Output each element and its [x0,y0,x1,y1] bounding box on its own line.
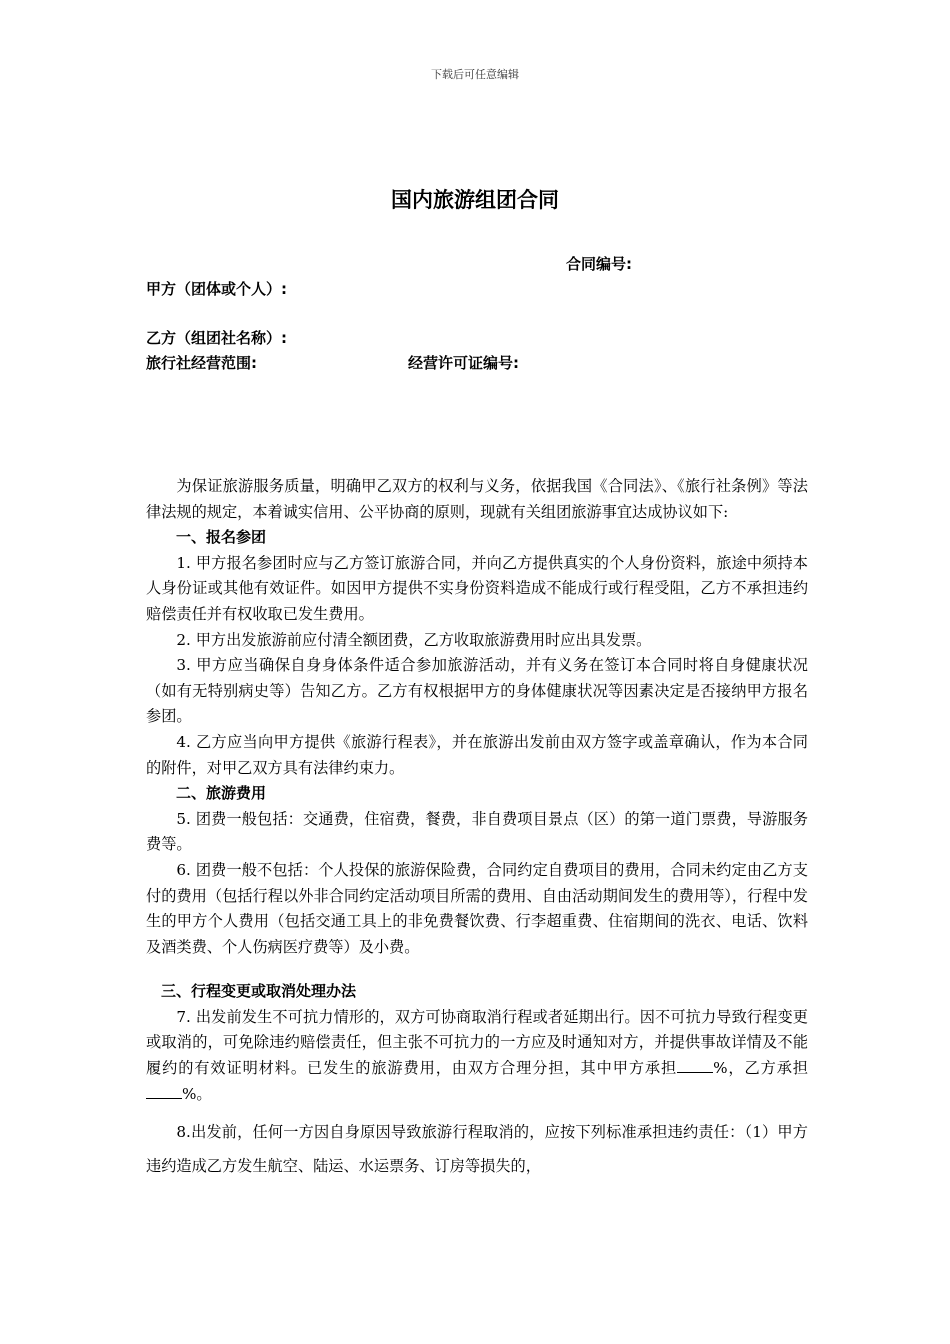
clause-7 [146,1005,808,1107]
header-note: 下载后可任意编辑 [431,68,519,81]
clause-5: 5. 团费一般包括：交通费，住宿费，餐费，非自费项目景点（区）的第一道门票费，导游服务费等。 [146,809,808,854]
clause-8: 8.出发前，任何一方因自身原因导致旅游行程取消的，应按下列标准承担违约责任：（1）甲方违约造成乙方发生航空、陆运、水运票务、订房等损失的， [146,1123,808,1176]
clause-2: 2. 甲方出发旅游前应付清全额团费，乙方收取旅游费用时应出具发票。 [176,630,652,649]
clause-7-text: 7. 出发前发生不可抗力情形的，双方可协商取消行程或者延期出行。因不可抗力导致行程变更或取消的，可免除违约赔偿责任，但主张不可抗力的一方应及时通知对方，并提供事故详情及不能履约的有效证明材料。已发生的旅游费用，由双方合理分担，其中甲方承担 [146,1007,808,1078]
spacer [146,960,808,979]
clause-4: 4. 乙方应当向甲方提供《旅游行程表》，并在旅游出发前由双方签字或盖章确认，作为本合同的附件，对甲乙双方具有法律约束力。 [146,732,808,777]
contract-body [146,474,808,1183]
party-b-share-blank [146,1084,182,1099]
clause-7-end: %。 [182,1084,212,1103]
section-heading-2: 二、旅游费用 [176,784,267,803]
contract-number-label: 合同编号: [566,255,632,273]
party-b-label: 乙方（组团社名称）: [146,329,287,347]
business-scope-label: 旅行社经营范围: [146,354,257,372]
section-heading-3: 三、行程变更或取消处理办法 [161,982,357,1001]
clause-7-mid: %，乙方承担 [713,1059,808,1078]
clause-6: 6. 团费一般不包括：个人投保的旅游保险费，合同约定自费项目的费用，合同未约定由乙方支付的费用（包括行程以外非合同约定活动项目所需的费用、自由活动期间发生的费用等），行程中发生的甲方个人费用（包括交通工具上的非免费餐饮费、行李超重费、住宿期间的洗衣、电话、饮料及酒类费、个人伤病医疗费等）及小费。 [146,860,808,956]
section-heading-1: 一、报名参团 [176,528,267,547]
clause-3: 3. 甲方应当确保自身身体条件适合参加旅游活动，并有义务在签订本合同时将自身健康状况（如有无特别病史等）告知乙方。乙方有权根据甲方的身体健康状况等因素决定是否接纳甲方报名参团。 [146,656,808,726]
party-a-share-blank [677,1058,713,1073]
intro-paragraph: 为保证旅游服务质量，明确甲乙双方的权利与义务，依据我国《合同法》、《旅行社条例》等法律法规的规定，本着诚实信用、公平协商的原则，现就有关组团旅游事宜达成协议如下: [146,477,808,521]
clause-1: 1. 甲方报名参团时应与乙方签订旅游合同，并向乙方提供真实的个人身份资料，旅途中须持本人身份证或其他有效证件。如因甲方提供不实身份资料造成不能成行或行程受阻，乙方不承担违约赔偿责任并有权收取已发生费用。 [146,553,808,623]
license-number-label: 经营许可证编号: [408,354,519,372]
document-title: 国内旅游组团合同 [391,188,559,212]
party-a-label: 甲方（团体或个人）: [146,280,287,298]
